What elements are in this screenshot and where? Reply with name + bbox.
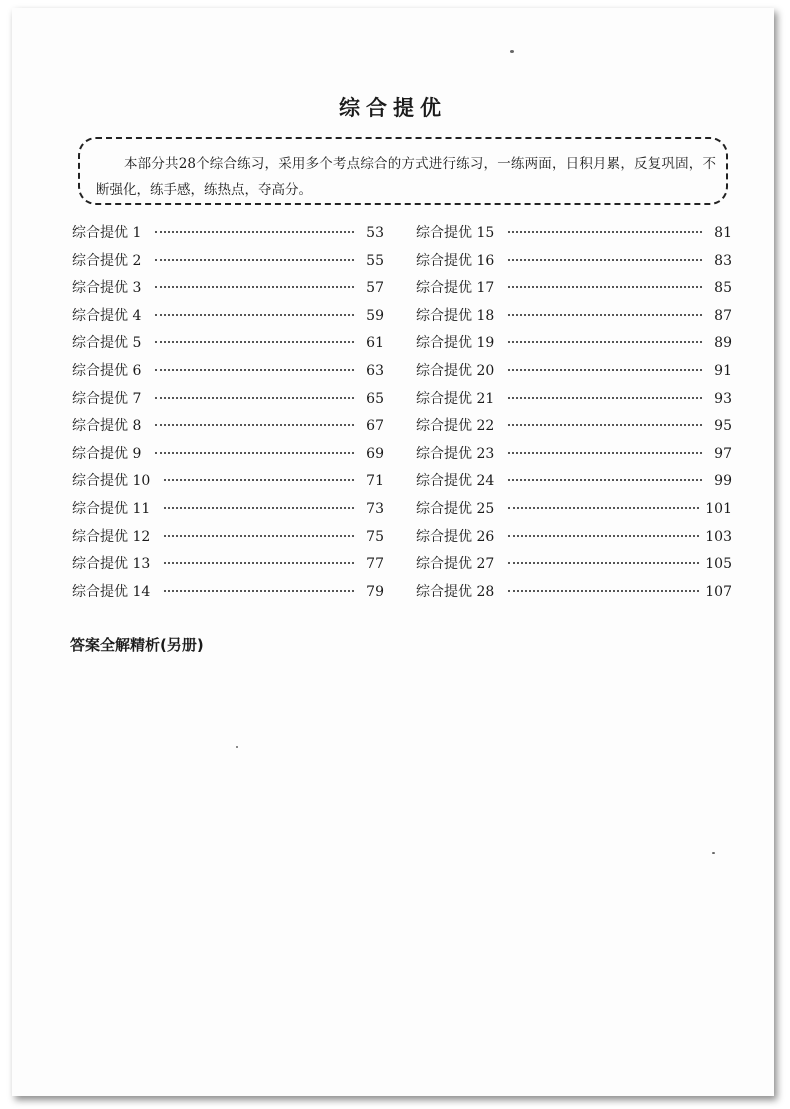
toc-entry[interactable] bbox=[72, 498, 384, 526]
toc-entry[interactable] bbox=[416, 553, 732, 581]
toc-leader-dots bbox=[508, 535, 699, 537]
toc-entry-page: 95 bbox=[714, 418, 732, 435]
toc-entry-label: 综合提优 17 bbox=[416, 280, 495, 297]
toc-leader-dots bbox=[508, 397, 702, 399]
toc-entry-page: 55 bbox=[366, 252, 384, 269]
toc-entry[interactable] bbox=[72, 526, 384, 554]
toc-entry-label: 综合提优 12 bbox=[72, 528, 151, 545]
toc-entry-label: 综合提优 1 bbox=[72, 225, 142, 241]
toc-entry-page: 63 bbox=[366, 362, 384, 379]
toc-entry-page: 105 bbox=[705, 556, 732, 573]
toc-entry-label: 综合提优 22 bbox=[416, 418, 495, 435]
toc-entry-label: 综合提优 10 bbox=[72, 473, 151, 490]
toc-entry-page: 75 bbox=[366, 528, 384, 545]
toc-leader-dots bbox=[155, 314, 354, 316]
toc-entry[interactable] bbox=[72, 305, 384, 333]
toc-leader-dots bbox=[508, 590, 699, 592]
toc-leader-dots bbox=[155, 452, 354, 454]
toc-leader-dots bbox=[508, 452, 702, 454]
toc-entry-label: 综合提优 6 bbox=[72, 362, 142, 379]
toc-entry-page: 59 bbox=[366, 307, 384, 324]
toc-entry-label: 综合提优 24 bbox=[416, 473, 495, 490]
toc-entry[interactable] bbox=[416, 415, 732, 443]
toc-entry-label: 综合提优 16 bbox=[416, 252, 495, 269]
toc-entry-label: 综合提优 13 bbox=[72, 556, 151, 573]
toc-entry[interactable] bbox=[72, 332, 384, 360]
toc-entry-label: 综合提优 25 bbox=[416, 500, 495, 517]
toc-entry-label: 综合提优 18 bbox=[416, 307, 495, 324]
toc-leader-dots bbox=[508, 341, 702, 343]
print-speck bbox=[510, 50, 514, 53]
toc-entry-label: 综合提优 4 bbox=[72, 307, 142, 324]
toc-entry-page: 73 bbox=[366, 500, 384, 517]
toc-leader-dots bbox=[508, 369, 702, 371]
toc-entry[interactable] bbox=[416, 332, 732, 360]
toc-left-column bbox=[72, 222, 384, 608]
toc-leader-dots bbox=[155, 259, 354, 261]
toc-leader-dots bbox=[508, 424, 702, 426]
toc-entry[interactable] bbox=[416, 360, 732, 388]
toc-entry[interactable] bbox=[72, 388, 384, 416]
toc-entry[interactable] bbox=[416, 498, 732, 526]
toc-entry-label: 综合提优 27 bbox=[416, 556, 495, 573]
toc-entry-page: 89 bbox=[714, 335, 732, 352]
toc-entry-page: 85 bbox=[714, 280, 732, 297]
answer-section-heading: 答案全解精析(另册) bbox=[70, 636, 204, 654]
toc-leader-dots bbox=[508, 231, 702, 233]
toc-entry-page: 107 bbox=[705, 583, 732, 600]
toc-entry[interactable] bbox=[416, 250, 732, 278]
toc-entry[interactable] bbox=[416, 526, 732, 554]
toc-leader-dots bbox=[155, 231, 354, 233]
toc-entry-label: 综合提优 7 bbox=[72, 390, 142, 407]
toc-entry[interactable] bbox=[72, 581, 384, 609]
toc-entry[interactable] bbox=[416, 222, 732, 250]
toc-entry[interactable] bbox=[72, 222, 384, 250]
toc-entry-page: 83 bbox=[714, 252, 732, 269]
intro-box: 本部分共28个综合练习，采用多个考点综合的方式进行练习，一练两面，日积月累，反复巩固，不断强化，练手感，练热点，夺高分。 bbox=[78, 137, 728, 205]
toc-entry-label: 综合提优 19 bbox=[416, 335, 495, 352]
toc-entry-page: 65 bbox=[366, 390, 384, 407]
toc-entry[interactable] bbox=[72, 470, 384, 498]
toc-leader-dots bbox=[164, 507, 354, 509]
toc-leader-dots bbox=[164, 479, 354, 481]
toc-leader-dots bbox=[155, 286, 354, 288]
toc-entry-label: 综合提优 3 bbox=[72, 280, 142, 297]
print-speck bbox=[712, 852, 715, 854]
toc-entry-page: 79 bbox=[366, 583, 384, 600]
toc-entry-page: 69 bbox=[366, 445, 384, 462]
toc-entry-label: 综合提优 9 bbox=[72, 445, 142, 462]
toc-entry-label: 综合提优 23 bbox=[416, 445, 495, 462]
toc-entry-page: 93 bbox=[714, 390, 732, 407]
toc-entry[interactable] bbox=[416, 388, 732, 416]
toc-entry-page: 77 bbox=[366, 556, 384, 573]
toc-leader-dots bbox=[508, 479, 702, 481]
toc-leader-dots bbox=[164, 535, 354, 537]
toc-leader-dots bbox=[155, 341, 354, 343]
toc-entry[interactable] bbox=[416, 581, 732, 609]
toc-right-column bbox=[416, 222, 732, 608]
toc-entry-label: 综合提优 14 bbox=[72, 583, 151, 600]
toc-leader-dots bbox=[508, 314, 702, 316]
toc-entry-page: 61 bbox=[366, 335, 384, 352]
toc-entry-page: 53 bbox=[366, 225, 384, 241]
toc-entry-label: 综合提优 28 bbox=[416, 583, 495, 600]
toc-entry[interactable] bbox=[72, 360, 384, 388]
toc-leader-dots bbox=[155, 397, 354, 399]
toc-entry-page: 81 bbox=[714, 225, 732, 241]
toc-entry-page: 57 bbox=[366, 280, 384, 297]
toc-leader-dots bbox=[164, 562, 354, 564]
toc-leader-dots bbox=[508, 286, 702, 288]
toc-entry[interactable] bbox=[416, 277, 732, 305]
toc-entry-page: 67 bbox=[366, 418, 384, 435]
document-page bbox=[12, 8, 774, 1096]
toc-entry[interactable] bbox=[416, 443, 732, 471]
toc-entry-label: 综合提优 15 bbox=[416, 225, 495, 241]
toc-entry-page: 103 bbox=[705, 528, 732, 545]
toc-entry-page: 97 bbox=[714, 445, 732, 462]
toc-entry-label: 综合提优 8 bbox=[72, 418, 142, 435]
toc-entry-label: 综合提优 2 bbox=[72, 252, 142, 269]
toc-entry[interactable] bbox=[72, 553, 384, 581]
toc-entry-page: 101 bbox=[705, 500, 732, 517]
toc-entry-label: 综合提优 20 bbox=[416, 362, 495, 379]
toc-leader-dots bbox=[155, 424, 354, 426]
toc-entry-page: 99 bbox=[714, 473, 732, 490]
toc-entry-label: 综合提优 11 bbox=[72, 500, 151, 517]
toc-leader-dots bbox=[164, 590, 354, 592]
toc-entry-label: 综合提优 26 bbox=[416, 528, 495, 545]
toc-entry-page: 87 bbox=[714, 307, 732, 324]
toc-entry[interactable] bbox=[416, 305, 732, 333]
toc-entry[interactable] bbox=[72, 443, 384, 471]
toc-leader-dots bbox=[508, 562, 699, 564]
section-title: 综合提优 bbox=[339, 96, 447, 120]
toc-entry-label: 综合提优 5 bbox=[72, 335, 142, 352]
toc-leader-dots bbox=[508, 259, 702, 261]
toc-entry[interactable] bbox=[72, 250, 384, 278]
toc-entry[interactable] bbox=[72, 415, 384, 443]
print-speck bbox=[236, 746, 238, 748]
toc-entry[interactable] bbox=[72, 277, 384, 305]
toc-entry-page: 71 bbox=[366, 473, 384, 490]
toc-entry[interactable] bbox=[416, 470, 732, 498]
toc-leader-dots bbox=[508, 507, 699, 509]
toc-leader-dots bbox=[155, 369, 354, 371]
toc-entry-page: 91 bbox=[714, 362, 732, 379]
toc-entry-label: 综合提优 21 bbox=[416, 390, 495, 407]
